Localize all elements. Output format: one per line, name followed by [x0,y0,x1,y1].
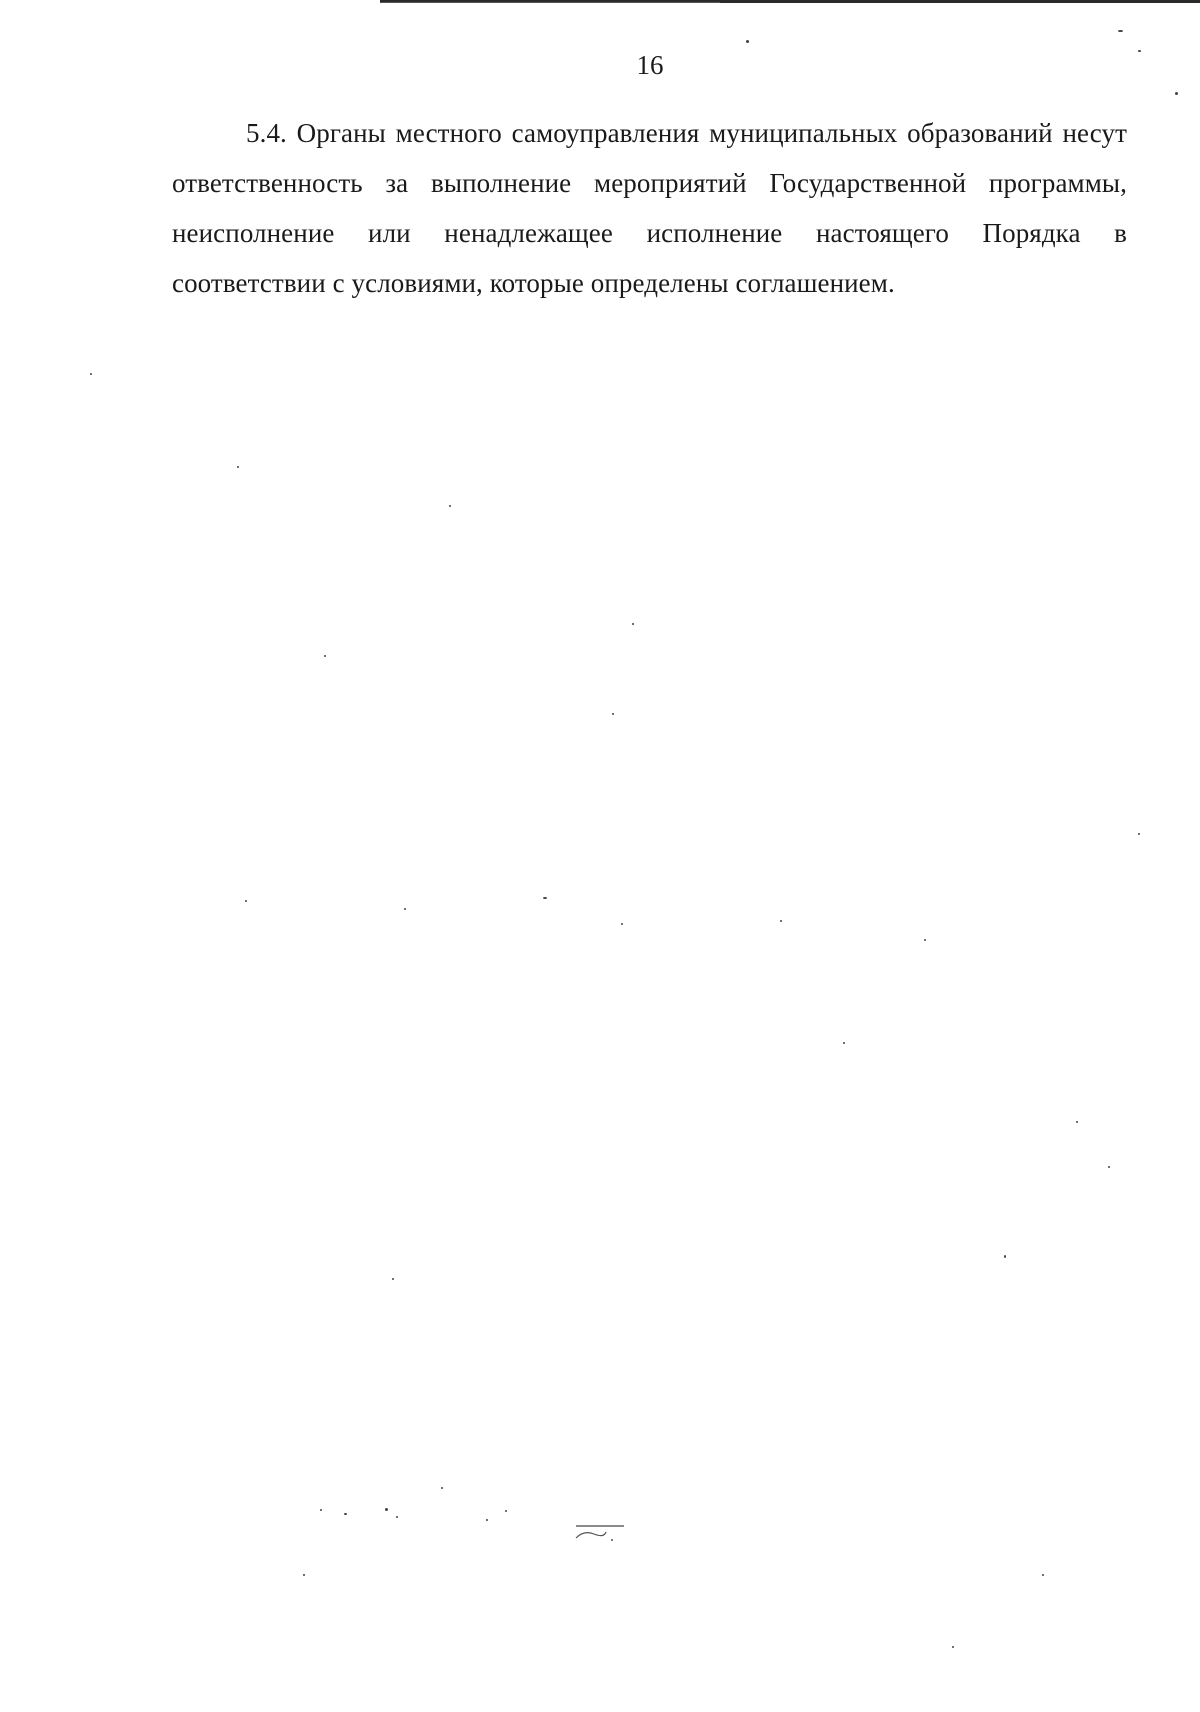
scan-smudge [572,1518,626,1548]
paragraph-5-4: 5.4. Органы местного самоуправления муниципальных образований несут ответственность за выполнение мероприятий Государственной программы, неисполнение или ненадлежащее исполнение настоящего Порядка в соответствии с условиями, которые определены соглашением. [172,118,1127,298]
page-number: 16 [636,50,664,80]
document-body [172,108,1127,308]
scan-top-border-thin [380,2,720,3]
